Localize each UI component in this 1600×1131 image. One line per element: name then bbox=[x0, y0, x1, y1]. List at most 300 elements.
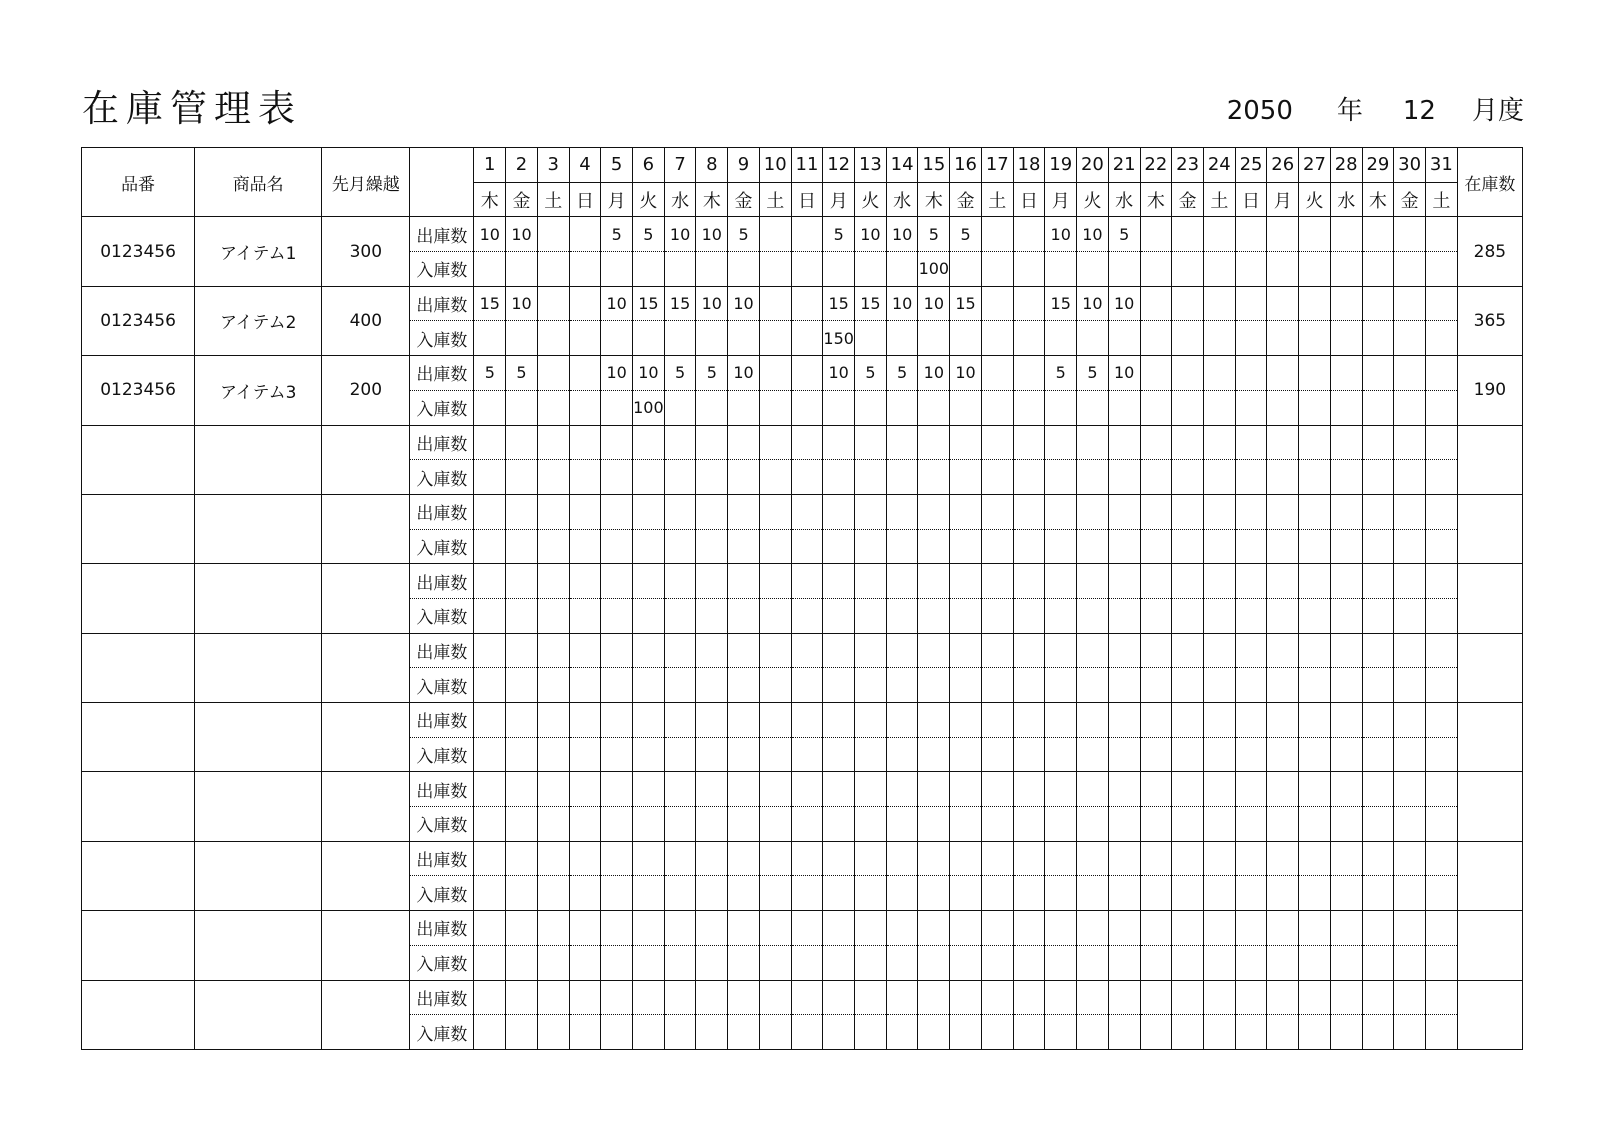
in-qty-cell[interactable] bbox=[759, 252, 791, 287]
year-value[interactable]: 2050 bbox=[1226, 96, 1293, 126]
out-qty-cell[interactable] bbox=[1013, 564, 1045, 599]
in-qty-cell[interactable] bbox=[981, 529, 1013, 564]
in-qty-cell[interactable] bbox=[1013, 1015, 1045, 1050]
out-qty-cell[interactable] bbox=[1140, 772, 1172, 807]
in-qty-cell[interactable] bbox=[1013, 737, 1045, 772]
out-qty-cell[interactable]: 5 bbox=[886, 356, 918, 391]
out-qty-cell[interactable]: 10 bbox=[1077, 217, 1109, 252]
out-qty-cell[interactable]: 5 bbox=[1108, 217, 1140, 252]
in-qty-cell[interactable] bbox=[1203, 321, 1235, 356]
in-qty-cell[interactable] bbox=[886, 876, 918, 911]
out-qty-cell[interactable] bbox=[696, 425, 728, 460]
out-qty-cell[interactable]: 15 bbox=[664, 286, 696, 321]
out-qty-cell[interactable] bbox=[569, 911, 601, 946]
in-qty-cell[interactable] bbox=[633, 737, 665, 772]
out-qty-cell[interactable]: 15 bbox=[474, 286, 506, 321]
in-qty-cell[interactable] bbox=[506, 807, 538, 842]
out-qty-cell[interactable] bbox=[696, 980, 728, 1015]
out-qty-cell[interactable] bbox=[1362, 841, 1394, 876]
carry-over-cell[interactable] bbox=[322, 703, 410, 772]
in-qty-cell[interactable] bbox=[1267, 668, 1299, 703]
in-qty-cell[interactable] bbox=[601, 252, 633, 287]
out-qty-cell[interactable] bbox=[855, 425, 887, 460]
in-qty-cell[interactable] bbox=[855, 598, 887, 633]
in-qty-cell[interactable] bbox=[1108, 668, 1140, 703]
out-qty-cell[interactable] bbox=[791, 911, 823, 946]
out-qty-cell[interactable] bbox=[1108, 980, 1140, 1015]
in-qty-cell[interactable] bbox=[855, 1015, 887, 1050]
out-qty-cell[interactable]: 10 bbox=[696, 217, 728, 252]
in-qty-cell[interactable] bbox=[1362, 460, 1394, 495]
in-qty-cell[interactable] bbox=[855, 807, 887, 842]
in-qty-cell[interactable] bbox=[1203, 1015, 1235, 1050]
out-qty-cell[interactable] bbox=[1172, 980, 1204, 1015]
in-qty-cell[interactable] bbox=[633, 252, 665, 287]
out-qty-cell[interactable] bbox=[1299, 564, 1331, 599]
out-qty-cell[interactable] bbox=[506, 564, 538, 599]
in-qty-cell[interactable] bbox=[696, 876, 728, 911]
item-code-cell[interactable] bbox=[82, 494, 195, 563]
in-qty-cell[interactable] bbox=[728, 1015, 760, 1050]
item-code-cell[interactable] bbox=[82, 841, 195, 910]
out-qty-cell[interactable] bbox=[474, 564, 506, 599]
in-qty-cell[interactable] bbox=[569, 252, 601, 287]
in-qty-cell[interactable] bbox=[1077, 321, 1109, 356]
in-qty-cell[interactable] bbox=[569, 807, 601, 842]
carry-over-cell[interactable] bbox=[322, 841, 410, 910]
out-qty-cell[interactable] bbox=[981, 425, 1013, 460]
in-qty-cell[interactable] bbox=[696, 1015, 728, 1050]
in-qty-cell[interactable] bbox=[759, 529, 791, 564]
stock-cell[interactable] bbox=[1457, 911, 1522, 980]
out-qty-cell[interactable] bbox=[1077, 633, 1109, 668]
in-qty-cell[interactable] bbox=[1045, 807, 1077, 842]
in-qty-cell[interactable] bbox=[981, 807, 1013, 842]
out-qty-cell[interactable] bbox=[664, 425, 696, 460]
in-qty-cell[interactable] bbox=[886, 321, 918, 356]
in-qty-cell[interactable] bbox=[474, 252, 506, 287]
in-qty-cell[interactable] bbox=[1267, 737, 1299, 772]
out-qty-cell[interactable] bbox=[791, 980, 823, 1015]
carry-over-cell[interactable] bbox=[322, 633, 410, 702]
in-qty-cell[interactable] bbox=[1108, 945, 1140, 980]
out-qty-cell[interactable] bbox=[1235, 703, 1267, 738]
out-qty-cell[interactable] bbox=[537, 980, 569, 1015]
in-qty-cell[interactable] bbox=[1425, 807, 1457, 842]
in-qty-cell[interactable] bbox=[601, 807, 633, 842]
out-qty-cell[interactable] bbox=[537, 911, 569, 946]
out-qty-cell[interactable] bbox=[855, 772, 887, 807]
out-qty-cell[interactable] bbox=[791, 286, 823, 321]
in-qty-cell[interactable] bbox=[664, 390, 696, 425]
in-qty-cell[interactable] bbox=[537, 252, 569, 287]
in-qty-cell[interactable] bbox=[1108, 598, 1140, 633]
in-qty-cell[interactable] bbox=[886, 737, 918, 772]
out-qty-cell[interactable] bbox=[1140, 286, 1172, 321]
out-qty-cell[interactable] bbox=[728, 980, 760, 1015]
in-qty-cell[interactable] bbox=[1140, 807, 1172, 842]
in-qty-cell[interactable] bbox=[1235, 807, 1267, 842]
in-qty-cell[interactable] bbox=[696, 529, 728, 564]
in-qty-cell[interactable] bbox=[791, 598, 823, 633]
item-name-cell[interactable] bbox=[195, 633, 322, 702]
in-qty-cell[interactable] bbox=[823, 460, 855, 495]
out-qty-cell[interactable] bbox=[474, 633, 506, 668]
out-qty-cell[interactable] bbox=[1362, 494, 1394, 529]
in-qty-cell[interactable] bbox=[1299, 460, 1331, 495]
in-qty-cell[interactable] bbox=[1077, 252, 1109, 287]
in-qty-cell[interactable] bbox=[1235, 252, 1267, 287]
in-qty-cell[interactable] bbox=[537, 1015, 569, 1050]
out-qty-cell[interactable] bbox=[506, 633, 538, 668]
in-qty-cell[interactable] bbox=[1394, 876, 1426, 911]
out-qty-cell[interactable] bbox=[918, 980, 950, 1015]
out-qty-cell[interactable] bbox=[1203, 425, 1235, 460]
out-qty-cell[interactable] bbox=[1140, 356, 1172, 391]
in-qty-cell[interactable] bbox=[1203, 252, 1235, 287]
in-qty-cell[interactable] bbox=[1140, 252, 1172, 287]
out-qty-cell[interactable] bbox=[1330, 494, 1362, 529]
out-qty-cell[interactable] bbox=[1172, 217, 1204, 252]
out-qty-cell[interactable] bbox=[1140, 564, 1172, 599]
out-qty-cell[interactable] bbox=[1235, 425, 1267, 460]
out-qty-cell[interactable] bbox=[569, 494, 601, 529]
item-code-cell[interactable]: 0123456 bbox=[82, 217, 195, 286]
in-qty-cell[interactable] bbox=[569, 737, 601, 772]
in-qty-cell[interactable] bbox=[1108, 807, 1140, 842]
in-qty-cell[interactable]: 100 bbox=[633, 390, 665, 425]
in-qty-cell[interactable] bbox=[1394, 945, 1426, 980]
in-qty-cell[interactable] bbox=[1172, 1015, 1204, 1050]
out-qty-cell[interactable]: 10 bbox=[886, 217, 918, 252]
in-qty-cell[interactable] bbox=[601, 876, 633, 911]
out-qty-cell[interactable] bbox=[1203, 564, 1235, 599]
out-qty-cell[interactable] bbox=[1045, 841, 1077, 876]
out-qty-cell[interactable]: 10 bbox=[728, 286, 760, 321]
out-qty-cell[interactable] bbox=[791, 356, 823, 391]
in-qty-cell[interactable] bbox=[728, 598, 760, 633]
in-qty-cell[interactable] bbox=[506, 668, 538, 703]
out-qty-cell[interactable] bbox=[1013, 772, 1045, 807]
in-qty-cell[interactable] bbox=[633, 668, 665, 703]
out-qty-cell[interactable] bbox=[1330, 703, 1362, 738]
in-qty-cell[interactable] bbox=[1362, 668, 1394, 703]
in-qty-cell[interactable] bbox=[855, 321, 887, 356]
in-qty-cell[interactable] bbox=[1172, 529, 1204, 564]
out-qty-cell[interactable] bbox=[1425, 633, 1457, 668]
out-qty-cell[interactable] bbox=[1394, 633, 1426, 668]
out-qty-cell[interactable] bbox=[728, 564, 760, 599]
in-qty-cell[interactable] bbox=[506, 737, 538, 772]
in-qty-cell[interactable] bbox=[1330, 321, 1362, 356]
in-qty-cell[interactable] bbox=[569, 668, 601, 703]
in-qty-cell[interactable] bbox=[855, 668, 887, 703]
out-qty-cell[interactable] bbox=[886, 425, 918, 460]
out-qty-cell[interactable] bbox=[823, 425, 855, 460]
item-code-cell[interactable] bbox=[82, 911, 195, 980]
in-qty-cell[interactable] bbox=[1140, 529, 1172, 564]
out-qty-cell[interactable] bbox=[506, 703, 538, 738]
carry-over-cell[interactable] bbox=[322, 980, 410, 1049]
in-qty-cell[interactable] bbox=[791, 807, 823, 842]
in-qty-cell[interactable] bbox=[1013, 598, 1045, 633]
out-qty-cell[interactable] bbox=[981, 286, 1013, 321]
out-qty-cell[interactable] bbox=[1235, 217, 1267, 252]
out-qty-cell[interactable] bbox=[537, 841, 569, 876]
out-qty-cell[interactable] bbox=[1045, 703, 1077, 738]
out-qty-cell[interactable] bbox=[1013, 217, 1045, 252]
out-qty-cell[interactable] bbox=[759, 633, 791, 668]
out-qty-cell[interactable] bbox=[1203, 703, 1235, 738]
out-qty-cell[interactable] bbox=[1140, 911, 1172, 946]
in-qty-cell[interactable] bbox=[664, 807, 696, 842]
in-qty-cell[interactable] bbox=[1013, 321, 1045, 356]
out-qty-cell[interactable]: 10 bbox=[1045, 217, 1077, 252]
in-qty-cell[interactable] bbox=[1108, 460, 1140, 495]
in-qty-cell[interactable] bbox=[1203, 876, 1235, 911]
in-qty-cell[interactable] bbox=[855, 876, 887, 911]
out-qty-cell[interactable] bbox=[823, 980, 855, 1015]
out-qty-cell[interactable] bbox=[1362, 217, 1394, 252]
out-qty-cell[interactable] bbox=[474, 841, 506, 876]
item-name-cell[interactable]: アイテム1 bbox=[195, 217, 322, 286]
in-qty-cell[interactable] bbox=[633, 945, 665, 980]
in-qty-cell[interactable] bbox=[918, 876, 950, 911]
in-qty-cell[interactable] bbox=[1267, 876, 1299, 911]
out-qty-cell[interactable] bbox=[1330, 217, 1362, 252]
in-qty-cell[interactable] bbox=[918, 598, 950, 633]
in-qty-cell[interactable] bbox=[1267, 529, 1299, 564]
in-qty-cell[interactable] bbox=[823, 876, 855, 911]
in-qty-cell[interactable] bbox=[1045, 252, 1077, 287]
out-qty-cell[interactable] bbox=[569, 217, 601, 252]
in-qty-cell[interactable] bbox=[759, 321, 791, 356]
out-qty-cell[interactable] bbox=[664, 633, 696, 668]
stock-cell[interactable] bbox=[1457, 841, 1522, 910]
in-qty-cell[interactable] bbox=[728, 737, 760, 772]
in-qty-cell[interactable] bbox=[981, 945, 1013, 980]
out-qty-cell[interactable] bbox=[1235, 772, 1267, 807]
in-qty-cell[interactable] bbox=[1077, 945, 1109, 980]
in-qty-cell[interactable] bbox=[950, 807, 982, 842]
out-qty-cell[interactable]: 10 bbox=[918, 356, 950, 391]
in-qty-cell[interactable] bbox=[696, 460, 728, 495]
in-qty-cell[interactable] bbox=[1045, 460, 1077, 495]
out-qty-cell[interactable] bbox=[759, 841, 791, 876]
out-qty-cell[interactable] bbox=[759, 494, 791, 529]
out-qty-cell[interactable] bbox=[696, 772, 728, 807]
out-qty-cell[interactable] bbox=[823, 841, 855, 876]
in-qty-cell[interactable] bbox=[886, 529, 918, 564]
item-code-cell[interactable]: 0123456 bbox=[82, 356, 195, 425]
in-qty-cell[interactable] bbox=[1425, 945, 1457, 980]
out-qty-cell[interactable] bbox=[664, 494, 696, 529]
in-qty-cell[interactable] bbox=[728, 252, 760, 287]
out-qty-cell[interactable]: 5 bbox=[855, 356, 887, 391]
out-qty-cell[interactable] bbox=[950, 633, 982, 668]
out-qty-cell[interactable] bbox=[728, 911, 760, 946]
out-qty-cell[interactable] bbox=[1172, 425, 1204, 460]
out-qty-cell[interactable] bbox=[1394, 911, 1426, 946]
out-qty-cell[interactable] bbox=[1140, 703, 1172, 738]
in-qty-cell[interactable] bbox=[950, 321, 982, 356]
in-qty-cell[interactable] bbox=[1235, 737, 1267, 772]
in-qty-cell[interactable] bbox=[981, 460, 1013, 495]
in-qty-cell[interactable] bbox=[696, 252, 728, 287]
out-qty-cell[interactable] bbox=[1267, 703, 1299, 738]
in-qty-cell[interactable] bbox=[1077, 529, 1109, 564]
in-qty-cell[interactable] bbox=[1330, 252, 1362, 287]
out-qty-cell[interactable] bbox=[950, 564, 982, 599]
out-qty-cell[interactable] bbox=[823, 564, 855, 599]
in-qty-cell[interactable] bbox=[823, 1015, 855, 1050]
in-qty-cell[interactable] bbox=[1077, 876, 1109, 911]
out-qty-cell[interactable] bbox=[1235, 911, 1267, 946]
in-qty-cell[interactable] bbox=[474, 1015, 506, 1050]
in-qty-cell[interactable] bbox=[950, 737, 982, 772]
item-code-cell[interactable] bbox=[82, 772, 195, 841]
out-qty-cell[interactable]: 15 bbox=[1045, 286, 1077, 321]
in-qty-cell[interactable] bbox=[696, 598, 728, 633]
in-qty-cell[interactable] bbox=[1267, 1015, 1299, 1050]
out-qty-cell[interactable] bbox=[1362, 356, 1394, 391]
out-qty-cell[interactable]: 15 bbox=[950, 286, 982, 321]
in-qty-cell[interactable] bbox=[1425, 460, 1457, 495]
out-qty-cell[interactable] bbox=[728, 633, 760, 668]
out-qty-cell[interactable]: 10 bbox=[918, 286, 950, 321]
in-qty-cell[interactable] bbox=[664, 598, 696, 633]
out-qty-cell[interactable] bbox=[855, 911, 887, 946]
out-qty-cell[interactable] bbox=[1077, 703, 1109, 738]
in-qty-cell[interactable] bbox=[759, 807, 791, 842]
out-qty-cell[interactable] bbox=[950, 703, 982, 738]
in-qty-cell[interactable] bbox=[1362, 390, 1394, 425]
in-qty-cell[interactable] bbox=[474, 945, 506, 980]
out-qty-cell[interactable] bbox=[1235, 841, 1267, 876]
in-qty-cell[interactable] bbox=[886, 252, 918, 287]
out-qty-cell[interactable] bbox=[1425, 980, 1457, 1015]
out-qty-cell[interactable] bbox=[664, 911, 696, 946]
out-qty-cell[interactable] bbox=[1013, 425, 1045, 460]
out-qty-cell[interactable] bbox=[1299, 703, 1331, 738]
in-qty-cell[interactable] bbox=[1172, 737, 1204, 772]
out-qty-cell[interactable] bbox=[1013, 841, 1045, 876]
in-qty-cell[interactable] bbox=[696, 807, 728, 842]
in-qty-cell[interactable] bbox=[1045, 1015, 1077, 1050]
in-qty-cell[interactable] bbox=[1362, 529, 1394, 564]
in-qty-cell[interactable] bbox=[1013, 945, 1045, 980]
in-qty-cell[interactable] bbox=[1203, 598, 1235, 633]
out-qty-cell[interactable] bbox=[1108, 633, 1140, 668]
in-qty-cell[interactable] bbox=[1299, 737, 1331, 772]
out-qty-cell[interactable]: 15 bbox=[855, 286, 887, 321]
in-qty-cell[interactable] bbox=[537, 598, 569, 633]
in-qty-cell[interactable] bbox=[1330, 807, 1362, 842]
out-qty-cell[interactable] bbox=[506, 772, 538, 807]
in-qty-cell[interactable] bbox=[728, 807, 760, 842]
out-qty-cell[interactable] bbox=[664, 703, 696, 738]
out-qty-cell[interactable] bbox=[1108, 425, 1140, 460]
in-qty-cell[interactable] bbox=[855, 737, 887, 772]
out-qty-cell[interactable] bbox=[569, 703, 601, 738]
in-qty-cell[interactable] bbox=[1394, 460, 1426, 495]
out-qty-cell[interactable] bbox=[918, 772, 950, 807]
out-qty-cell[interactable] bbox=[759, 703, 791, 738]
out-qty-cell[interactable] bbox=[759, 564, 791, 599]
out-qty-cell[interactable] bbox=[1108, 841, 1140, 876]
item-name-cell[interactable] bbox=[195, 703, 322, 772]
out-qty-cell[interactable] bbox=[1077, 425, 1109, 460]
in-qty-cell[interactable] bbox=[1045, 321, 1077, 356]
in-qty-cell[interactable] bbox=[1299, 252, 1331, 287]
in-qty-cell[interactable] bbox=[791, 460, 823, 495]
in-qty-cell[interactable] bbox=[759, 737, 791, 772]
out-qty-cell[interactable] bbox=[886, 772, 918, 807]
in-qty-cell[interactable] bbox=[1013, 460, 1045, 495]
out-qty-cell[interactable] bbox=[1203, 494, 1235, 529]
in-qty-cell[interactable] bbox=[823, 737, 855, 772]
in-qty-cell[interactable] bbox=[950, 1015, 982, 1050]
carry-over-cell[interactable]: 300 bbox=[322, 217, 410, 286]
in-qty-cell[interactable] bbox=[1425, 876, 1457, 911]
out-qty-cell[interactable] bbox=[1077, 564, 1109, 599]
out-qty-cell[interactable] bbox=[1425, 911, 1457, 946]
in-qty-cell[interactable] bbox=[1394, 390, 1426, 425]
out-qty-cell[interactable] bbox=[1299, 980, 1331, 1015]
out-qty-cell[interactable] bbox=[1267, 425, 1299, 460]
out-qty-cell[interactable] bbox=[759, 911, 791, 946]
in-qty-cell[interactable] bbox=[759, 668, 791, 703]
in-qty-cell[interactable] bbox=[537, 807, 569, 842]
in-qty-cell[interactable] bbox=[506, 1015, 538, 1050]
out-qty-cell[interactable] bbox=[601, 703, 633, 738]
in-qty-cell[interactable] bbox=[506, 252, 538, 287]
in-qty-cell[interactable] bbox=[1077, 598, 1109, 633]
in-qty-cell[interactable] bbox=[759, 460, 791, 495]
out-qty-cell[interactable] bbox=[474, 772, 506, 807]
in-qty-cell[interactable] bbox=[1077, 390, 1109, 425]
in-qty-cell[interactable] bbox=[474, 321, 506, 356]
in-qty-cell[interactable] bbox=[1267, 807, 1299, 842]
in-qty-cell[interactable] bbox=[664, 668, 696, 703]
out-qty-cell[interactable] bbox=[1172, 841, 1204, 876]
in-qty-cell[interactable] bbox=[950, 252, 982, 287]
out-qty-cell[interactable] bbox=[950, 425, 982, 460]
in-qty-cell[interactable] bbox=[855, 460, 887, 495]
out-qty-cell[interactable] bbox=[1013, 633, 1045, 668]
out-qty-cell[interactable] bbox=[664, 564, 696, 599]
out-qty-cell[interactable] bbox=[759, 980, 791, 1015]
in-qty-cell[interactable] bbox=[950, 390, 982, 425]
carry-over-cell[interactable]: 400 bbox=[322, 286, 410, 355]
in-qty-cell[interactable] bbox=[696, 945, 728, 980]
out-qty-cell[interactable] bbox=[918, 564, 950, 599]
in-qty-cell[interactable] bbox=[569, 1015, 601, 1050]
out-qty-cell[interactable] bbox=[1394, 356, 1426, 391]
out-qty-cell[interactable] bbox=[1045, 633, 1077, 668]
out-qty-cell[interactable] bbox=[791, 494, 823, 529]
out-qty-cell[interactable] bbox=[1330, 841, 1362, 876]
in-qty-cell[interactable] bbox=[1013, 807, 1045, 842]
in-qty-cell[interactable] bbox=[950, 598, 982, 633]
in-qty-cell[interactable] bbox=[855, 252, 887, 287]
out-qty-cell[interactable] bbox=[950, 772, 982, 807]
out-qty-cell[interactable] bbox=[1330, 356, 1362, 391]
out-qty-cell[interactable] bbox=[1203, 356, 1235, 391]
in-qty-cell[interactable] bbox=[791, 529, 823, 564]
in-qty-cell[interactable] bbox=[1140, 945, 1172, 980]
out-qty-cell[interactable] bbox=[1013, 494, 1045, 529]
